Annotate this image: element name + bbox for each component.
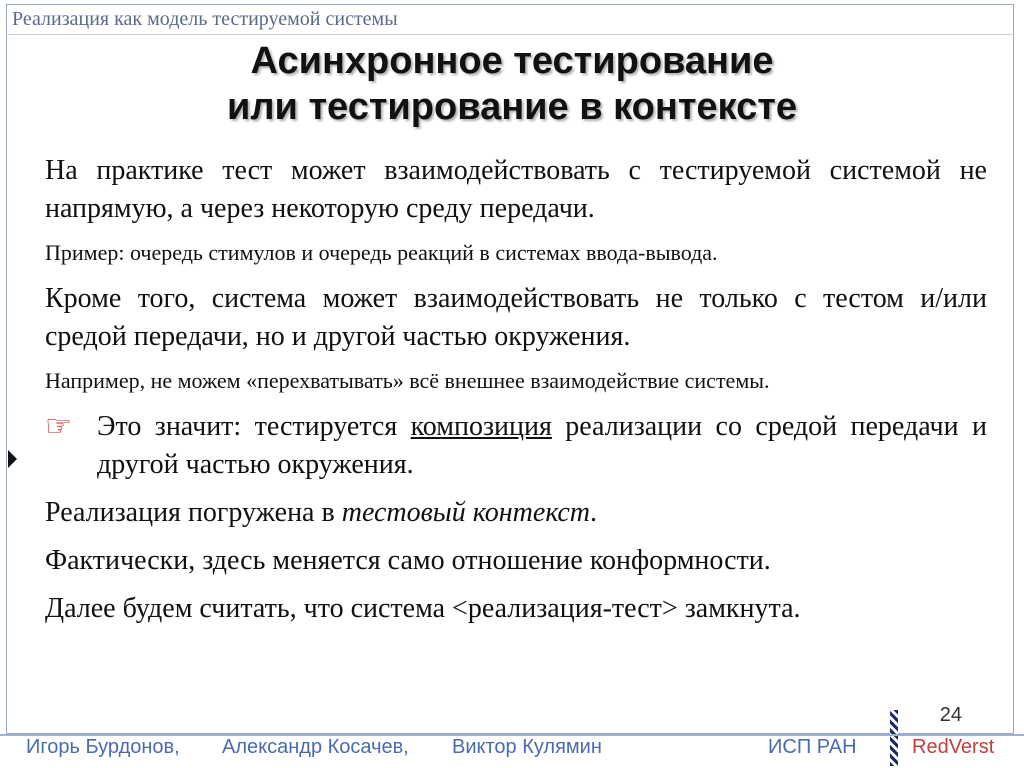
paragraph-1: На практике тест может взаимодействовать с тестируемой системой не напрямую, а через некоторую среду передачи. [45,155,987,224]
slide-title-line-2: или тестирование в контексте [227,86,797,128]
paragraph-2: Пример: очередь стимулов и очередь реакций в системах ввода-вывода. [45,240,718,265]
paragraph-3: Кроме того, система может взаимодействовать не только с тестом и/или средой передачи, но и другой частью окружения. [45,283,987,352]
paragraph-6: Фактически, здесь меняется само отношение конформности. [45,545,771,576]
bullet-text-pre: Это значит: тестируется [97,411,411,442]
paragraph-7: Далее будем считать, что система <реализация-тест> замкнута. [45,593,801,624]
bullet-item [45,408,987,484]
footer [0,736,1024,768]
paragraph-5-post: . [590,497,598,528]
bullet-text [97,408,987,484]
bullet-text-underlined: композиция [410,411,552,442]
footer-author-3: Виктор Кулямин [452,736,602,758]
slide-content [45,152,987,638]
paragraph-5-italic: тестовый контекст [341,497,591,528]
paragraph-5 [45,494,987,532]
pointer-marker-icon [8,450,17,468]
section-title: Реализация как модель тестируемой системы [12,8,398,30]
header-divider [6,34,1014,35]
paragraph-5-pre: Реализация погружена в [45,497,342,528]
slide-title-line-1: Асинхронное тестирование [250,40,774,82]
pointing-hand-icon: ☞ [45,409,72,444]
paragraph-4: Например, не можем «перехватывать» всё внешнее взаимодействие системы. [45,368,770,393]
slide-title [0,38,1024,130]
footer-org: ИСП РАН [768,736,857,758]
footer-brand: RedVerst [912,736,995,758]
page-number: 24 [939,704,962,726]
footer-author-1: Игорь Бурдонов, [26,736,180,758]
bullet-text-post: реализации со средой передачи и другой частью окружения. [97,411,988,480]
footer-author-2: Александр Косачев, [222,736,409,758]
